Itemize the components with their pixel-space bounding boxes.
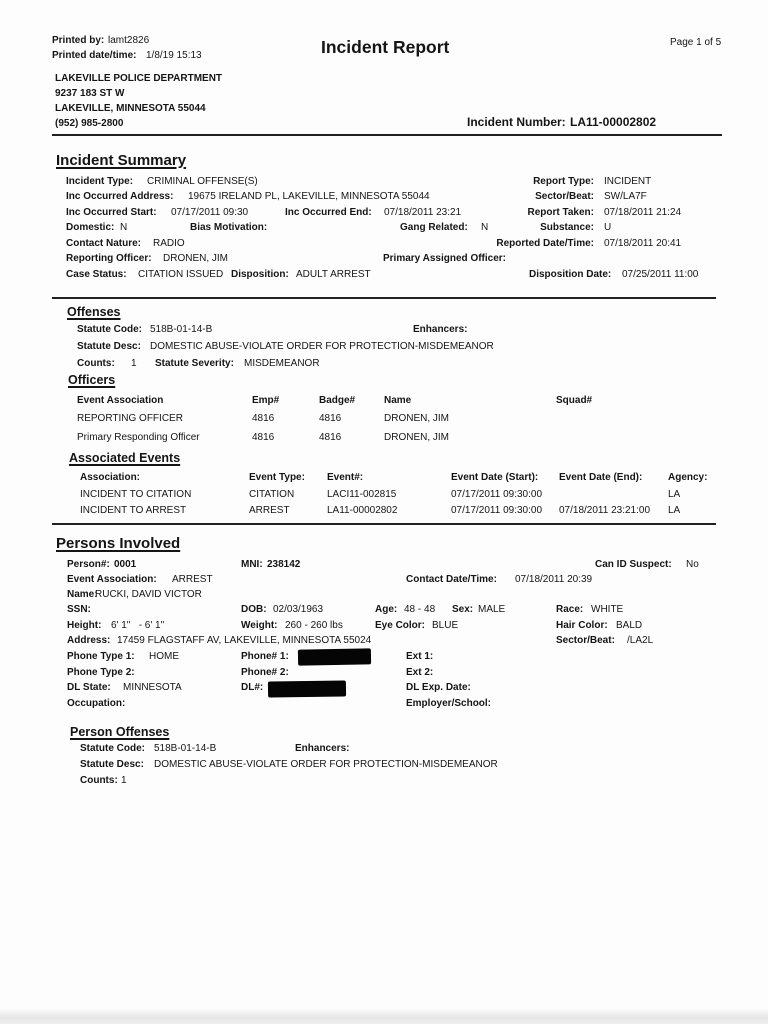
person-event-association-value: ARREST [172,574,213,585]
printed-by-label: Printed by: [52,35,105,46]
person-sector-beat-label: Sector/Beat: [556,635,615,646]
events-divider [52,523,716,525]
summary-divider [52,297,716,299]
incident-type-label: Incident Type: [66,176,134,187]
reported-datetime-value: 07/18/2011 20:41 [604,238,682,249]
offense-statute-code-value: 518B-01-14-B [150,324,213,335]
reported-datetime-label: Reported Date/Time: [496,238,594,249]
bias-motivation-label: Bias Motivation: [190,222,268,233]
person-offense-statute-desc-value: DOMESTIC ABUSE-VIOLATE ORDER FOR PROTECTION-MISDEMEANOR [154,759,498,770]
person-number-label: Person#: [67,559,110,570]
events-row-2-association: INCIDENT TO ARREST [80,505,187,516]
offense-severity-label: Statute Severity: [155,358,234,369]
dl-state-value: MINNESOTA [123,682,182,693]
person-sector-beat-value: /LA2L [627,635,654,646]
race-label: Race: [556,604,584,615]
person-address-label: Address: [67,635,111,646]
domestic-label: Domestic: [66,222,115,233]
sector-beat-label: Sector/Beat: [535,191,594,202]
events-row-2-date-end: 07/18/2011 23:21:00 [559,505,651,516]
sex-value: MALE [478,604,506,615]
officers-row-2-name: DRONEN, JIM [384,432,449,443]
officers-row-1-badge: 4816 [319,413,342,424]
dob-value: 02/03/1963 [273,604,324,615]
gang-related-label: Gang Related: [400,222,468,233]
department-phone: (952) 985-2800 [55,118,124,129]
person-offense-statute-code-label: Statute Code: [80,743,145,754]
eye-color-label: Eye Color: [375,620,426,631]
case-status-label: Case Status: [66,269,127,280]
events-col-date-start: Event Date (Start): [451,472,539,483]
events-row-2-date-start: 07/17/2011 09:30:00 [451,505,543,516]
offense-statute-desc-value: DOMESTIC ABUSE-VIOLATE ORDER FOR PROTECTION-MISDEMEANOR [150,341,494,352]
occurred-address-value: 19675 IRELAND PL, LAKEVILLE, MINNESOTA 55044 [188,191,430,202]
substance-label: Substance: [540,222,594,233]
header-divider [52,134,722,136]
department-name: LAKEVILLE POLICE DEPARTMENT [55,73,223,84]
person-name-value: RUCKI, DAVID VICTOR [95,589,202,600]
primary-assigned-officer-label: Primary Assigned Officer: [383,253,507,264]
officers-row-1-emp: 4816 [252,413,275,424]
person-address-value: 17459 FLAGSTAFF AV, LAKEVILLE, MINNESOTA 55024 [117,635,372,646]
officers-heading: Officers [68,373,116,387]
ssn-label: SSN: [67,604,91,615]
incident-number-label: Incident Number: [467,115,566,129]
hair-color-value: BALD [616,620,643,631]
case-status-value: CITATION ISSUED [138,269,224,280]
contact-datetime-value: 07/18/2011 20:39 [515,574,593,585]
disposition-label: Disposition: [231,269,289,280]
associated-events-heading: Associated Events [69,451,181,465]
occurred-start-label: Inc Occurred Start: [66,207,157,218]
report-taken-value: 07/18/2011 21:24 [604,207,682,218]
officers-row-1-name: DRONEN, JIM [384,413,449,424]
events-row-1-association: INCIDENT TO CITATION [80,489,192,500]
person-offense-statute-code-value: 518B-01-14-B [154,743,217,754]
scan-bottom-edge [0,1008,768,1024]
officers-col-name: Name [384,395,412,406]
gang-related-value: N [481,222,489,233]
phone-1-label: Phone# 1: [241,651,289,662]
occupation-label: Occupation: [67,698,126,709]
person-offenses-heading: Person Offenses [70,725,170,739]
officers-col-emp: Emp# [252,395,280,406]
domestic-value: N [120,222,128,233]
substance-value: U [604,222,612,233]
incident-summary-heading: Incident Summary [56,152,187,169]
phone-2-label: Phone# 2: [241,667,289,678]
age-label: Age: [375,604,398,615]
department-city: LAKEVILLE, MINNESOTA 55044 [55,103,206,114]
reporting-officer-label: Reporting Officer: [66,253,152,264]
mni-value: 238142 [267,559,301,570]
mni-label: MNI: [241,559,263,570]
officers-row-2-badge: 4816 [319,432,342,443]
officers-col-event-association: Event Association [77,395,164,406]
age-value: 48 - 48 [404,604,436,615]
offense-counts-label: Counts: [77,358,115,369]
eye-color-value: BLUE [432,620,459,631]
report-taken-label: Report Taken: [527,207,594,218]
disposition-date-value: 07/25/2011 11:00 [622,269,699,280]
ext-1-label: Ext 1: [406,651,434,662]
contact-nature-value: RADIO [153,238,185,249]
occurred-end-value: 07/18/2011 23:21 [384,207,462,218]
events-row-2-agency: LA [668,505,681,516]
events-row-2-event-number: LA11-00002802 [327,505,398,516]
incident-type-value: CRIMINAL OFFENSE(S) [147,176,258,187]
reporting-officer-value: DRONEN, JIM [163,253,228,264]
employer-school-label: Employer/School: [406,698,492,709]
events-col-date-end: Event Date (End): [559,472,643,483]
officers-row-1-event-association: REPORTING OFFICER [77,413,183,424]
events-row-1-agency: LA [668,489,681,500]
offenses-heading: Offenses [67,305,121,319]
printed-datetime-label: Printed date/time: [52,50,137,61]
dl-number-label: DL#: [241,682,264,693]
person-offense-enhancers-label: Enhancers: [295,743,350,754]
weight-label: Weight: [241,620,278,631]
person-number-value: 0001 [114,559,137,570]
phone-type-1-label: Phone Type 1: [67,651,135,662]
incident-number-value: LA11-00002802 [570,115,657,129]
events-col-agency: Agency: [668,472,708,483]
dl-state-label: DL State: [67,682,111,693]
events-row-1-event-type: CITATION [249,489,295,500]
events-col-event-type: Event Type: [249,472,305,483]
events-col-event-number: Event#: [327,472,364,483]
dl-exp-date-label: DL Exp. Date: [406,682,471,693]
occurred-address-label: Inc Occurred Address: [66,191,174,202]
printed-by-value: lamt2826 [108,35,150,46]
report-type-value: INCIDENT [604,176,652,187]
events-col-association: Association: [80,472,141,483]
officers-row-2-event-association: Primary Responding Officer [77,432,200,443]
person-event-association-label: Event Association: [67,574,157,585]
phone-type-2-label: Phone Type 2: [67,667,135,678]
phone-type-1-value: HOME [149,651,179,662]
person-offense-statute-desc-label: Statute Desc: [80,759,144,770]
offense-enhancers-label: Enhancers: [413,324,468,335]
person-offense-counts-label: Counts: [80,775,118,786]
race-value: WHITE [591,604,624,615]
hair-color-label: Hair Color: [556,620,608,631]
persons-involved-heading: Persons Involved [56,535,181,552]
offense-severity-value: MISDEMEANOR [244,358,320,369]
can-id-suspect-value: No [686,559,699,570]
offense-counts-value: 1 [131,358,137,369]
sector-beat-value: SW/LA7F [604,191,647,202]
occurred-end-label: Inc Occurred End: [285,207,372,218]
height-label: Height: [67,620,102,631]
can-id-suspect-label: Can ID Suspect: [595,559,672,570]
phone-1-redaction [298,648,371,665]
events-row-1-date-start: 07/17/2011 09:30:00 [451,489,543,500]
weight-value: 260 - 260 lbs [285,620,343,631]
page-number: Page 1 of 5 [670,37,722,48]
sex-label: Sex: [452,604,474,615]
occurred-start-value: 07/17/2011 09:30 [171,207,249,218]
department-street: 9237 183 ST W [55,88,125,99]
officers-col-badge: Badge# [319,395,356,406]
dob-label: DOB: [241,604,267,615]
offense-statute-desc-label: Statute Desc: [77,341,141,352]
dl-number-redaction [268,680,346,697]
offense-statute-code-label: Statute Code: [77,324,142,335]
events-row-1-event-number: LACI11-002815 [327,489,397,500]
printed-datetime-value: 1/8/19 15:13 [146,50,202,61]
officers-row-2-emp: 4816 [252,432,275,443]
contact-datetime-label: Contact Date/Time: [406,574,497,585]
disposition-value: ADULT ARREST [296,269,371,280]
height-value: 6' 1" - 6' 1" [111,620,165,631]
report-type-label: Report Type: [533,176,594,187]
report-title: Incident Report [321,37,450,57]
officers-col-squad: Squad# [556,395,593,406]
events-row-2-event-type: ARREST [249,505,290,516]
contact-nature-label: Contact Nature: [66,238,142,249]
person-offense-counts-value: 1 [121,775,127,786]
person-name-label: Name: [67,589,98,600]
disposition-date-label: Disposition Date: [529,269,612,280]
ext-2-label: Ext 2: [406,667,434,678]
